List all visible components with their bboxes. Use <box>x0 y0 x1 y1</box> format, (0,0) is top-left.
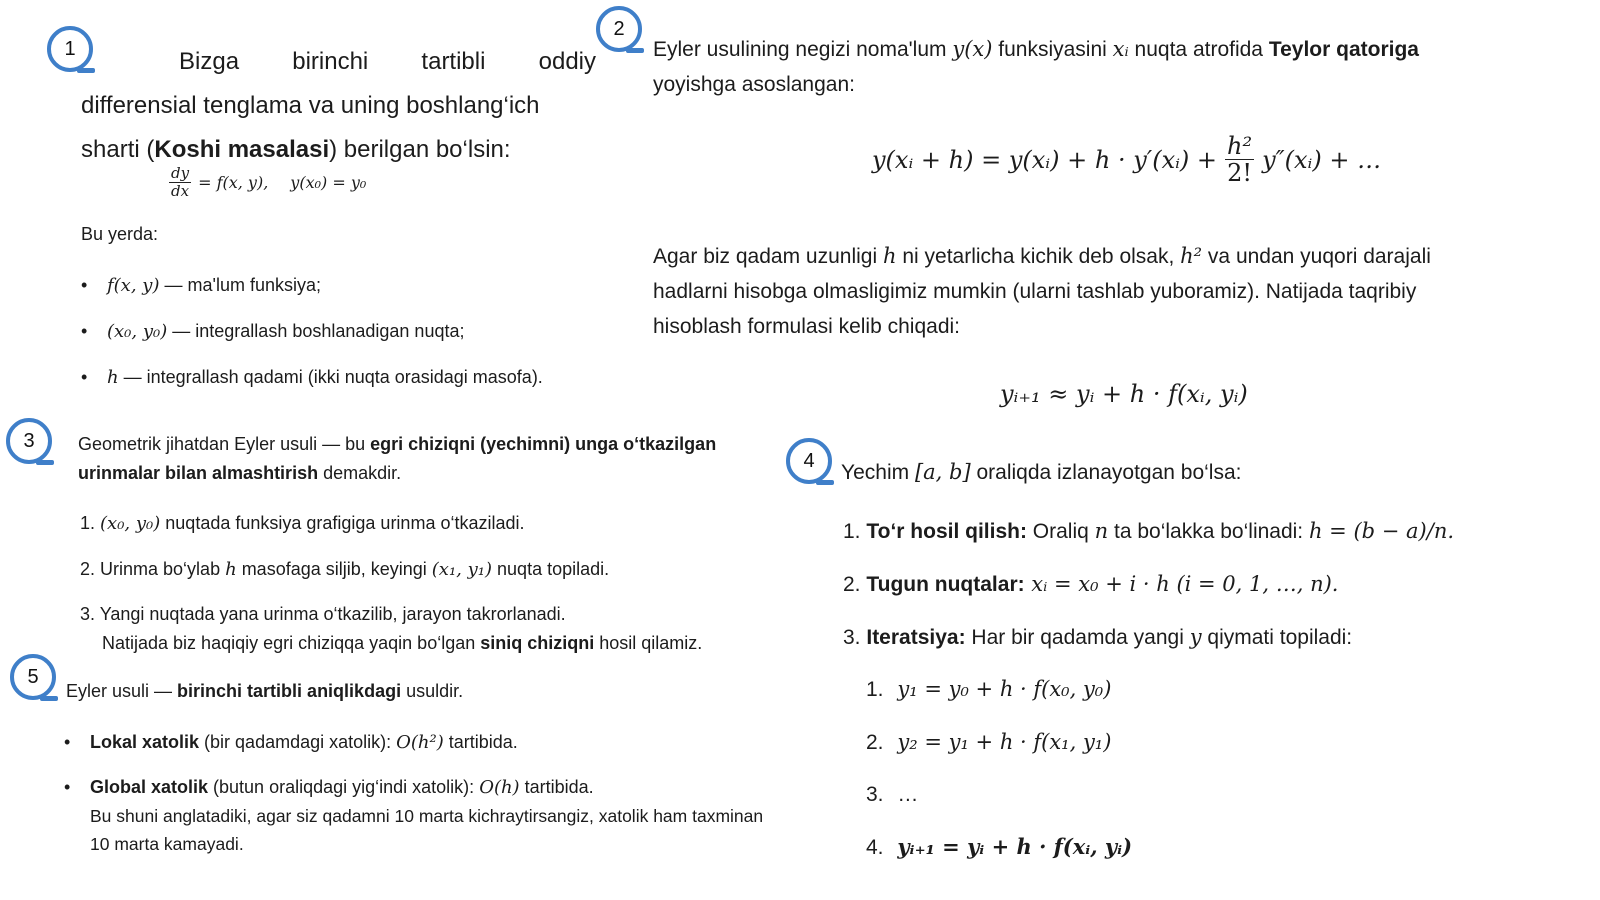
list-item <box>64 728 844 757</box>
geometric-steps-list <box>80 510 790 656</box>
item-text: nuqtada funksiya grafigiga urinma o‘tkaziladi. <box>160 513 525 533</box>
text: oraliqda izlanayotgan bo‘lsa: <box>970 461 1242 484</box>
text: Eyler usulining negizi noma'lum <box>653 38 953 61</box>
text: Eyler usuli — <box>66 681 178 701</box>
initial-condition: y(x₀) = y₀ <box>290 173 367 193</box>
item-text: nuqta topiladi. <box>492 559 610 579</box>
item-text: — integrallash boshlanadigan nuqta; <box>172 321 465 341</box>
text: ni yetarlicha kichik deb olsak, <box>896 245 1181 268</box>
bu-yerda-label: Bu yerda: <box>81 224 159 244</box>
intro-text: ) berilgan bo‘lsin: <box>329 136 511 163</box>
list-item <box>866 780 1132 810</box>
math-expr: y₂ = y₁ + h · f(x₁, y₁) <box>897 730 1112 754</box>
math-expr: h <box>225 559 237 580</box>
item-text: — integrallash qadami (ikki nuqta orasidagi masofa). <box>123 367 543 387</box>
para-line-3: hisoblash formulasi kelib chiqadi: <box>653 315 960 338</box>
fraction-numerator: dy <box>171 164 190 182</box>
step-title: Tugun nuqtalar: <box>866 573 1025 596</box>
math-expr: y(x) <box>952 37 993 61</box>
text: ta bo‘lakka bo‘linadi: <box>1108 520 1309 543</box>
text: demakdir. <box>318 463 402 483</box>
list-item <box>843 517 1563 546</box>
section-number-badge-5: 5 <box>10 654 56 700</box>
section-2-paragraph <box>653 239 1553 344</box>
text: hosil qilamiz. <box>594 633 703 653</box>
math-expr: xᵢ <box>1112 37 1129 61</box>
text: Yechim <box>841 461 915 484</box>
item-text: Yangi nuqtada yana urinma o‘tkazilib, jarayon takrorlanadi. <box>99 604 566 624</box>
intro-line-2: differensial tenglama va uning boshlang‘ich <box>81 92 540 119</box>
section-number-badge-3: 3 <box>6 418 52 464</box>
item-number: 2. <box>866 731 884 754</box>
math-expr: O(h²) <box>396 732 444 753</box>
text: Har bir qadamda yangi <box>965 626 1190 649</box>
math-expr: n <box>1094 519 1109 543</box>
item-number: 4. <box>866 836 884 859</box>
math-expr: (x₀, y₀) <box>107 321 168 342</box>
math-expr: O(h) <box>479 777 520 798</box>
koshi-masalasi-bold: Koshi masalasi <box>154 136 330 163</box>
para-line-1 <box>653 239 1553 274</box>
dy-dx-fraction <box>169 166 191 199</box>
item-text: masofaga siljib, keyingi <box>236 559 432 579</box>
section-2-intro <box>653 32 1543 102</box>
item-number: 1. <box>866 678 884 701</box>
list-item <box>866 832 1132 863</box>
math-expr: y₁ = y₀ + h · f(x₀, y₀) <box>897 677 1112 701</box>
text: Natijada biz haqiqiy egri chiziqqa yaqin bo‘lgan <box>102 633 481 653</box>
text: (butun oraliqdagi yig‘indi xatolik): <box>208 777 480 797</box>
iteration-sub-list <box>866 674 1132 863</box>
section-number-badge-1: 1 <box>47 26 93 72</box>
list-item <box>81 272 543 299</box>
list-item <box>80 510 790 537</box>
item-number: 3. <box>843 626 861 649</box>
list-item <box>81 318 543 345</box>
list-item <box>80 556 790 583</box>
text: tartibida. <box>443 732 518 752</box>
math-expr: f(x, y) <box>107 275 160 296</box>
intro-word: tartibli <box>421 48 486 75</box>
error-list <box>64 728 844 858</box>
item-number: 2. <box>843 573 861 596</box>
list-item <box>866 674 1132 705</box>
math-expr: (x₀, y₀) <box>100 513 161 534</box>
fraction-denominator: dx <box>171 181 190 200</box>
cauchy-equation <box>166 166 366 199</box>
text: funksiyasini <box>992 38 1113 61</box>
text: usuldir. <box>401 681 464 701</box>
list-item <box>64 773 844 858</box>
section-1-intro <box>81 40 596 172</box>
math-expr: xᵢ = x₀ + i · h (i = 0, 1, …, n). <box>1024 572 1339 596</box>
text: Geometrik jihatdan Eyler usuli — bu <box>78 434 371 454</box>
section-number-badge-4: 4 <box>786 438 832 484</box>
h2-over-2-factorial <box>1225 134 1254 187</box>
bold-definition: egri chiziqni (yechimni) unga o‘tkazilgan urinmalar bilan almashtirish <box>78 434 717 483</box>
list-item <box>843 623 1563 652</box>
item-title: Lokal xatolik <box>90 732 200 752</box>
siniq-chiziq-bold: siniq chiziqni <box>480 633 595 653</box>
text: va undan yuqori darajali <box>1202 245 1431 268</box>
fraction-numerator: h² <box>1227 132 1253 160</box>
taylor-series-formula <box>872 134 1381 187</box>
item-number: 2. <box>80 559 96 579</box>
intro-line-1 <box>81 40 596 84</box>
equation-rhs: = f(x, y), <box>198 173 269 193</box>
note-line-1: Bu shuni anglatadiki, agar siz qadamni 10 marta kichraytirsangiz, xatolik ham taxminan <box>90 806 764 826</box>
math-expr: [a, b] <box>914 460 971 484</box>
math-expr: h <box>882 244 897 268</box>
list-item <box>81 364 543 391</box>
text: tartibida. <box>519 777 594 797</box>
math-expr: yᵢ₊₁ = yᵢ + h · f(xᵢ, yᵢ) <box>897 834 1133 859</box>
intro-word: birinchi <box>292 48 369 75</box>
item-number: 1. <box>80 513 96 533</box>
item-text: Urinma bo‘ylab <box>100 559 226 579</box>
step-title: Iteratsiya: <box>866 626 966 649</box>
math-expr: … <box>897 783 919 806</box>
intro-line-2: yoyishga asoslangan: <box>653 73 855 96</box>
bold-text: birinchi tartibli aniqlikdagi <box>177 681 402 701</box>
math-expr: h <box>107 367 119 388</box>
result-line <box>80 630 790 656</box>
taylor-lhs: y(xᵢ + h) = y(xᵢ) + h · y′(xᵢ) + <box>872 146 1218 175</box>
section-4-intro <box>841 460 1242 485</box>
euler-formula: yᵢ₊₁ ≈ yᵢ + h · f(xᵢ, yᵢ) <box>1000 380 1248 408</box>
item-number: 1. <box>843 520 861 543</box>
taylor-tail: y″(xᵢ) + … <box>1262 146 1382 175</box>
teylor-qatoriga-bold: Teylor qatoriga <box>1268 38 1419 61</box>
text: (bir qadamdagi xatolik): <box>199 732 397 752</box>
item-number: 3. <box>866 783 884 806</box>
list-item <box>843 570 1563 599</box>
text: qiymati topiladi: <box>1201 626 1353 649</box>
para-line-2: hadlarni hisobga olmasligimiz mumkin (ularni tashlab yuboramiz). Natijada taqribiy <box>653 280 1417 303</box>
math-expr: h² <box>1180 244 1203 268</box>
intro-line-1 <box>653 32 1543 67</box>
item-title: Global xatolik <box>90 777 209 797</box>
algorithm-steps-list <box>843 517 1563 652</box>
definitions-list <box>81 272 543 391</box>
list-item <box>80 601 790 627</box>
note-line-2: 10 marta kamayadi. <box>90 834 244 854</box>
text: Agar biz qadam uzunligi <box>653 245 883 268</box>
item-number: 3. <box>80 604 96 624</box>
intro-text: sharti ( <box>81 136 155 163</box>
math-expr: (x₁, y₁) <box>431 559 493 580</box>
step-title: To‘r hosil qilish: <box>866 520 1027 543</box>
fraction-denominator: 2! <box>1227 159 1253 188</box>
text: Oraliq <box>1026 520 1095 543</box>
item-text: — ma'lum funksiya; <box>164 275 321 295</box>
section-number-badge-2: 2 <box>596 6 642 52</box>
intro-word: Bizga <box>179 48 240 75</box>
section-5-intro <box>66 681 463 702</box>
list-item <box>866 727 1132 758</box>
math-expr: h = (b − a)/n. <box>1308 519 1455 543</box>
math-expr: y <box>1189 625 1202 649</box>
intro-word: oddiy <box>538 48 596 75</box>
section-3-intro <box>78 430 793 488</box>
text: nuqta atrofida <box>1128 38 1269 61</box>
